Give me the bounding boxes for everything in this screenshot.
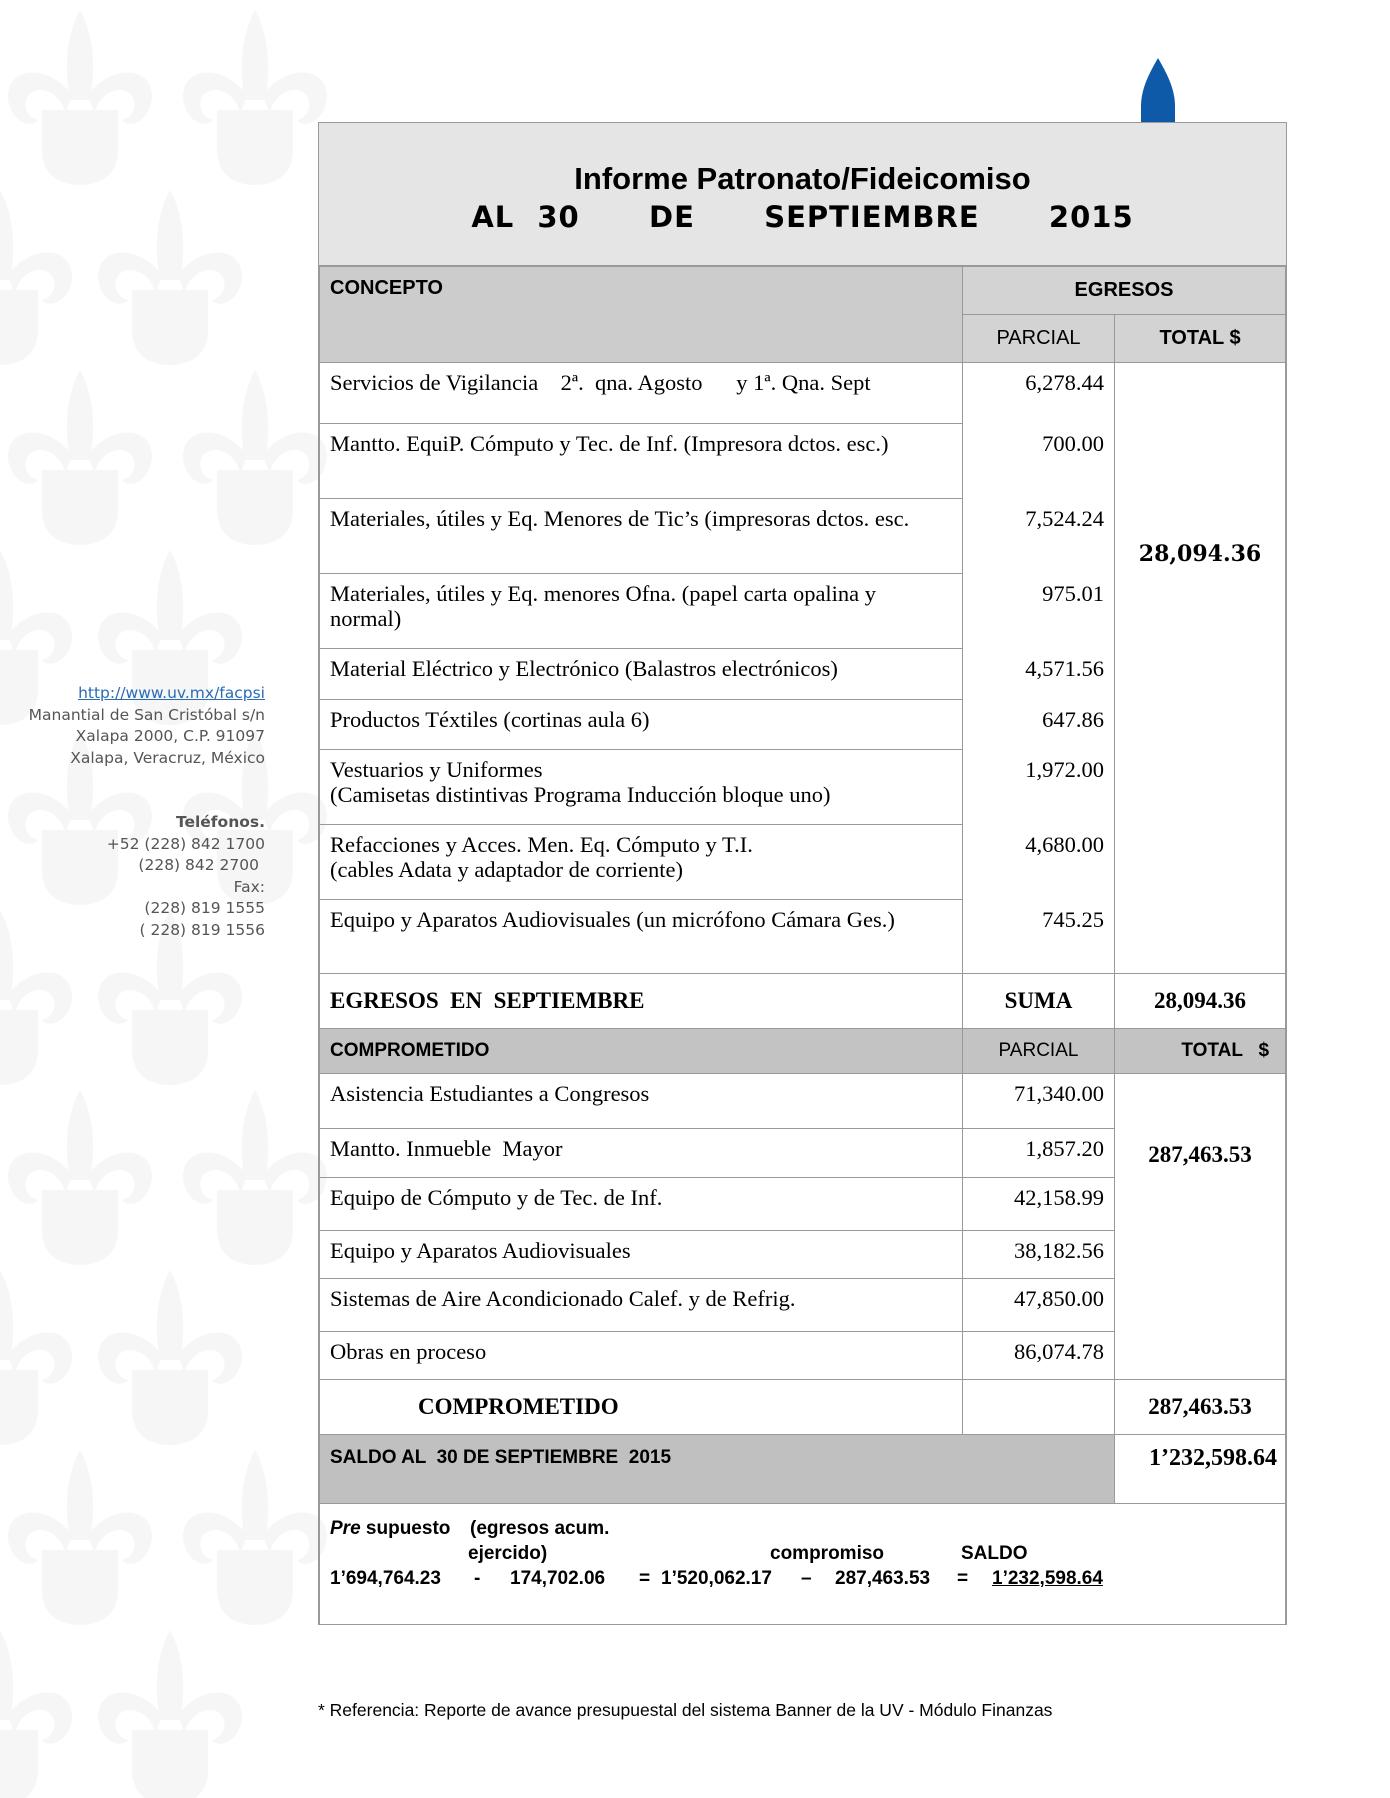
parcial-cell: 7,524.24	[963, 499, 1115, 574]
comprometido-summary-row	[320, 1380, 1286, 1435]
parcial-header: PARCIAL	[963, 315, 1115, 363]
phone-number: +52 (228) 842 1700	[106, 834, 265, 853]
parcial-cell: 42,158.99	[963, 1178, 1115, 1231]
concepto-cell: Mantto. Inmueble Mayor	[320, 1129, 963, 1178]
concepto-cell: Servicios de Vigilancia 2ª. qna. Agosto y 1ª. Qna. Sept	[320, 363, 963, 424]
saldo-label: SALDO AL 30 DE SEPTIEMBRE 2015	[320, 1435, 1115, 1504]
note-egresos-value: 174,702.06	[510, 1568, 606, 1589]
comprometido-header: COMPROMETIDO	[320, 1029, 963, 1074]
parcial-cell: 745.25	[963, 900, 1115, 974]
address-line: Manantial de San Cristóbal s/n	[28, 705, 265, 724]
concepto-header: CONCEPTO	[320, 267, 963, 363]
concepto-cell	[320, 750, 963, 825]
note-equals: =	[639, 1568, 651, 1589]
concepto-line: Refacciones y Acces. Men. Eq. Cómputo y T.I.	[330, 832, 753, 857]
uv-drop-logo-icon	[1140, 58, 1176, 124]
parcial-cell: 1,857.20	[963, 1129, 1115, 1178]
report-title: Informe Patronato/Fideicomiso	[574, 161, 1031, 196]
note-egresos-acum: (egresos acum.	[470, 1518, 610, 1539]
table-row	[320, 1074, 1286, 1129]
address-line: Xalapa, Veracruz, México	[70, 748, 265, 767]
note-saldo-value: 1’232,598.64	[992, 1568, 1103, 1589]
comprometido-total-header: TOTAL $	[1115, 1029, 1286, 1074]
egresos-total-cell: 28,094.36	[1115, 363, 1286, 974]
table-row	[320, 363, 1286, 424]
report-document	[318, 122, 1287, 1625]
concepto-cell: Materiales, útiles y Eq. menores Ofna. (papel carta opalina y normal)	[320, 574, 963, 649]
phone-number: (228) 842 2700	[138, 856, 259, 874]
concepto-cell: Sistemas de Aire Acondicionado Calef. y de Refrig.	[320, 1279, 963, 1332]
empty-cell	[963, 1380, 1115, 1435]
note-ejercido: ejercido)	[468, 1543, 548, 1564]
note-minus: -	[474, 1568, 481, 1589]
fax-number: (228) 819 1555	[144, 899, 265, 917]
egresos-summary-label: EGRESOS EN SEPTIEMBRE	[320, 974, 963, 1029]
parcial-cell: 71,340.00	[963, 1074, 1115, 1129]
total-header: TOTAL $	[1115, 315, 1286, 363]
contact-info	[0, 683, 265, 941]
note-presupuesto-value: 1’694,764.23	[330, 1568, 441, 1589]
concepto-cell: Material Eléctrico y Electrónico (Balastros electrónicos)	[320, 649, 963, 700]
comprometido-summary-total: 287,463.53	[1115, 1380, 1286, 1435]
egresos-header: EGRESOS	[963, 267, 1286, 315]
comprometido-summary-label: COMPROMETIDO	[320, 1380, 963, 1435]
concepto-line: Vestuarios y Uniformes	[330, 757, 543, 782]
concepto-cell: Equipo y Aparatos Audiovisuales	[320, 1231, 963, 1279]
concepto-cell: Productos Téxtiles (cortinas aula 6)	[320, 700, 963, 750]
egresos-summary-total: 28,094.36	[1115, 974, 1286, 1029]
concepto-cell: Mantto. EquiP. Cómputo y Tec. de Inf. (Impresora dctos. esc.)	[320, 424, 963, 499]
egresos-summary-row	[320, 974, 1286, 1029]
report-date: AL 30 DE SEPTIEMBRE 2015	[471, 200, 1134, 234]
fax-label: Fax:	[233, 877, 265, 896]
faculty-website-link[interactable]: http://www.uv.mx/facpsi	[78, 684, 265, 702]
parcial-cell: 4,571.56	[963, 649, 1115, 700]
parcial-cell: 6,278.44	[963, 363, 1115, 424]
concepto-cell: Equipo de Cómputo y de Tec. de Inf.	[320, 1178, 963, 1231]
reference-footnote: * Referencia: Reporte de avance presupuestal del sistema Banner de la UV - Módulo Finanzas	[318, 1700, 1053, 1720]
concepto-cell	[320, 825, 963, 900]
concepto-detail: (cables Adata y adaptador de corriente)	[330, 857, 683, 882]
comprometido-total-cell: 287,463.53	[1115, 1074, 1286, 1380]
note-equals: =	[957, 1568, 969, 1589]
concepto-cell: Asistencia Estudiantes a Congresos	[320, 1074, 963, 1129]
note-minus: –	[801, 1568, 812, 1589]
phones-label: Teléfonos.	[175, 813, 265, 831]
parcial-cell: 700.00	[963, 424, 1115, 499]
parcial-cell: 4,680.00	[963, 825, 1115, 900]
concepto-cell: Obras en proceso	[320, 1332, 963, 1380]
saldo-row	[320, 1435, 1286, 1504]
note-row	[320, 1504, 1286, 1625]
egresos-table	[319, 266, 1286, 1624]
parcial-cell: 975.01	[963, 574, 1115, 649]
parcial-cell: 647.86	[963, 700, 1115, 750]
parcial-cell: 1,972.00	[963, 750, 1115, 825]
comprometido-parcial-header: PARCIAL	[963, 1029, 1115, 1074]
parcial-cell: 47,850.00	[963, 1279, 1115, 1332]
concepto-cell: Equipo y Aparatos Audiovisuales (un micrófono Cámara Ges.)	[320, 900, 963, 974]
budget-calculation-note	[320, 1504, 1285, 1624]
concepto-cell: Materiales, útiles y Eq. Menores de Tic’s (impresoras dctos. esc.	[320, 499, 963, 574]
suma-label: SUMA	[963, 974, 1115, 1029]
parcial-cell: 86,074.78	[963, 1332, 1115, 1380]
fax-number: ( 228) 819 1556	[139, 920, 265, 939]
comprometido-header-row	[320, 1029, 1286, 1074]
note-compromiso-value: 287,463.53	[835, 1568, 931, 1589]
note-subtotal-value: 1’520,062.17	[661, 1568, 772, 1589]
concepto-detail: (Camisetas distintivas Programa Inducción bloque uno)	[330, 782, 831, 807]
note-compromiso: compromiso	[770, 1543, 885, 1564]
parcial-cell: 38,182.56	[963, 1231, 1115, 1279]
note-saldo: SALDO	[961, 1543, 1028, 1564]
note-supuesto: supuesto	[365, 1518, 451, 1539]
address-line: Xalapa 2000, C.P. 91097	[75, 727, 265, 745]
note-pre: Pre	[330, 1518, 361, 1539]
saldo-value: 1’232,598.64	[1115, 1435, 1286, 1504]
report-title-block	[319, 123, 1286, 266]
